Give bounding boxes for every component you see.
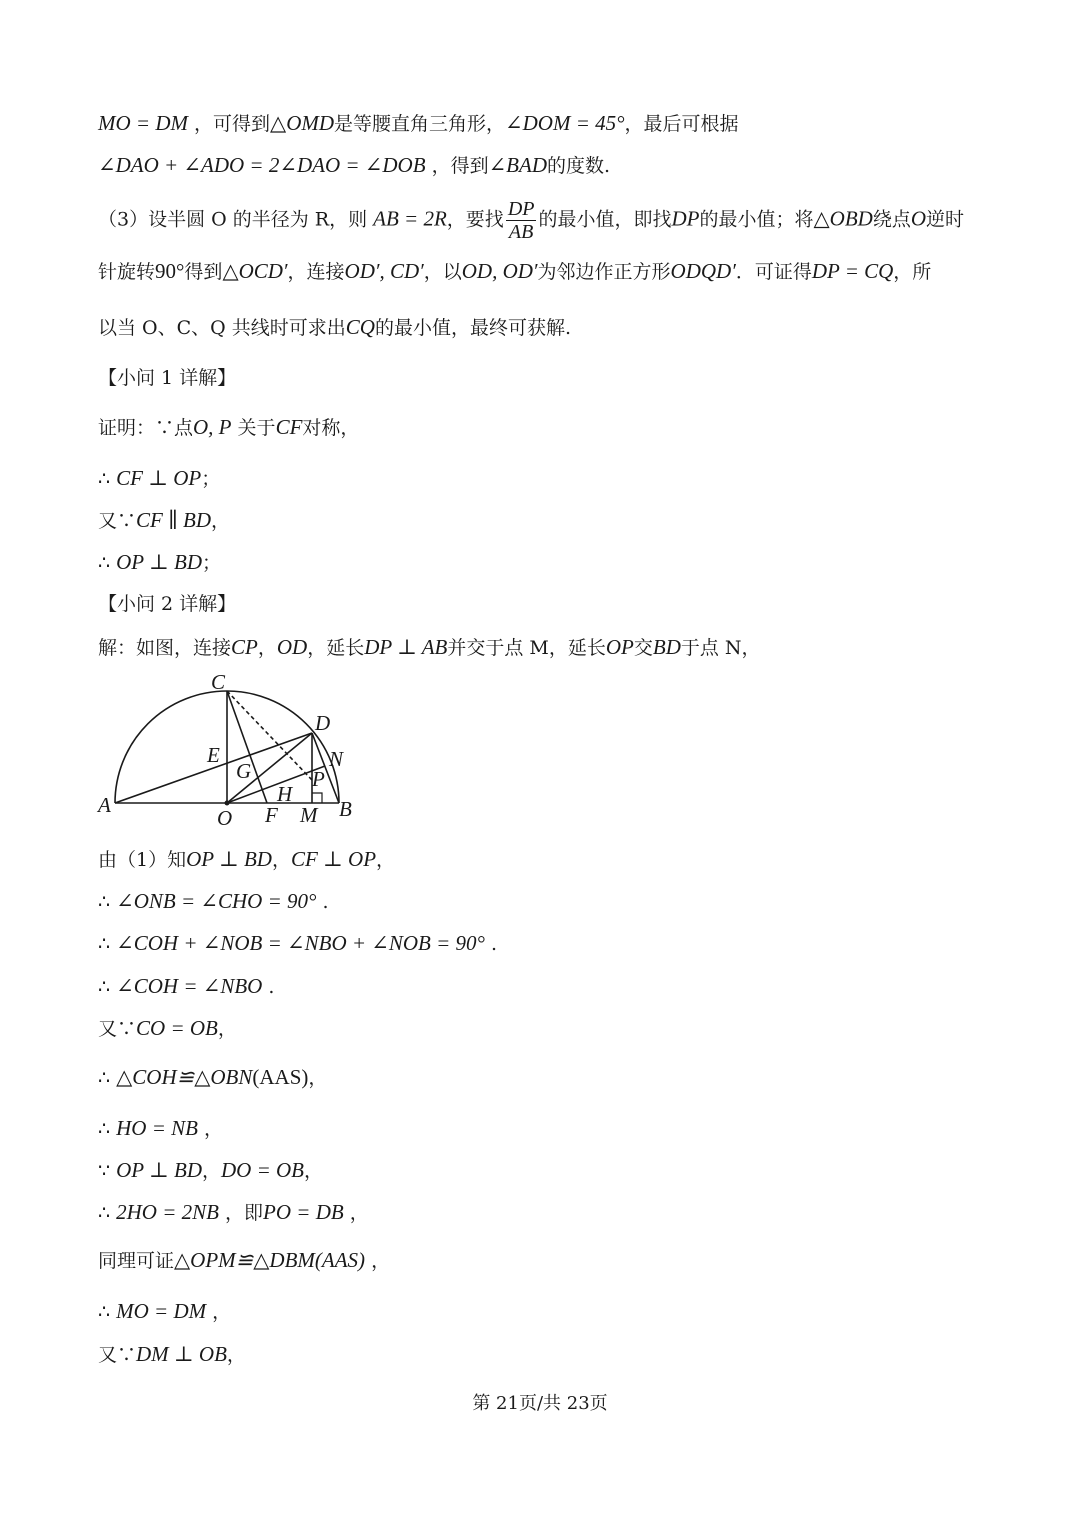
math: DO = OB: [221, 1158, 305, 1182]
text: ∴: [98, 976, 117, 998]
text: ，: [211, 510, 231, 532]
right-angle-mark: [312, 793, 322, 803]
intro-line-2: [98, 152, 610, 179]
math: △OCD′: [222, 259, 288, 283]
text: 又∵: [98, 1344, 137, 1366]
intro-line-1: [98, 110, 739, 137]
q1-line-4: [98, 549, 221, 576]
text: ；: [201, 468, 221, 490]
text: 的最小值，最终可获解.: [374, 317, 572, 339]
text: ∴: [98, 552, 117, 574]
label-A: A: [98, 793, 111, 817]
math: OD: [276, 635, 308, 659]
intro-line-5: [98, 314, 571, 341]
math: △OMD: [270, 111, 335, 135]
q2-line-1: [98, 634, 761, 661]
fraction-dp-ab: [506, 198, 537, 243]
q2-line-3: [98, 888, 329, 915]
label-O: O: [217, 806, 233, 830]
geometry-figure: [95, 672, 365, 832]
q1-line-3: [98, 507, 230, 534]
q2-line-10: [98, 1199, 369, 1226]
text: ，: [308, 1067, 328, 1089]
text: 证明：∵点: [98, 417, 194, 439]
math: O, P: [193, 415, 232, 439]
math: CF ⊥ OP: [290, 847, 377, 871]
math: △COH≌△OBN: [116, 1065, 253, 1089]
intro-line-4: [98, 258, 931, 285]
text: ，: [365, 1250, 391, 1272]
text: ，最后可根据: [624, 113, 739, 135]
text: ，可得到: [188, 113, 271, 135]
text: ∴: [98, 468, 117, 490]
math: MO = DM: [98, 111, 188, 135]
text: ，: [343, 1202, 369, 1224]
text: 于点 N，: [680, 637, 761, 659]
fraction-denominator: AB: [508, 221, 534, 243]
text: ，: [376, 849, 396, 871]
math: MO = DM: [116, 1299, 207, 1323]
math: OP ⊥ BD: [116, 550, 202, 574]
text: ，以: [423, 261, 462, 283]
text: ，: [304, 1160, 324, 1182]
math: CQ: [345, 315, 375, 339]
label-G: G: [236, 759, 252, 783]
q2-line-5: [98, 973, 274, 1000]
text: ，: [217, 1018, 237, 1040]
math: DP: [671, 206, 700, 231]
math: BD: [652, 635, 681, 659]
math: ∠COH = ∠NBO: [116, 974, 263, 998]
text: ，延长: [307, 637, 365, 659]
math: ∠COH + ∠NOB = ∠NBO + ∠NOB = 90°: [116, 931, 485, 955]
text: .: [262, 976, 275, 998]
label-M: M: [300, 803, 318, 827]
text: ；: [202, 552, 222, 574]
label-B: B: [339, 797, 352, 821]
math: ∠DAO + ∠ADO = 2∠DAO = ∠DOB: [98, 153, 426, 177]
text: .: [484, 933, 498, 955]
text: 并交于点 M，延长: [447, 637, 606, 659]
intro-line-3: [98, 198, 964, 243]
math: PO = DB: [263, 1200, 344, 1224]
text: ，所: [893, 261, 932, 283]
math: OD, OD′: [461, 259, 538, 283]
text: 又∵: [98, 510, 137, 532]
text: ，得到: [425, 155, 489, 177]
text: ∴: [98, 1067, 117, 1089]
math: 2HO = 2NB: [116, 1200, 219, 1224]
text: ，要找: [446, 208, 504, 231]
text: ∵: [98, 1160, 117, 1182]
text: ．可证得: [735, 261, 812, 283]
math: HO = NB: [116, 1116, 198, 1140]
page-footer: 第 21页/共 23页: [472, 1393, 608, 1414]
q1-heading: 【小问 1 详解】: [98, 367, 237, 389]
label-N: N: [329, 747, 344, 771]
q2-line-8: [98, 1115, 223, 1142]
text: 的最小值，即找: [538, 208, 672, 231]
text: 为邻边作正方形: [537, 261, 671, 283]
q2-line-4: [98, 930, 497, 957]
math: CF: [275, 415, 303, 439]
math: (AAS): [252, 1065, 309, 1089]
math: ∠DOM = 45°: [505, 111, 625, 135]
math: ODQD′: [670, 259, 736, 283]
math: CF ∥ BD: [136, 508, 212, 532]
fraction-numerator: DP: [507, 198, 535, 220]
q1-line-1: [98, 414, 359, 441]
text: ∴: [98, 1202, 117, 1224]
text: 关于: [231, 417, 276, 439]
text: ∴: [98, 933, 117, 955]
text: 又∵: [98, 1018, 137, 1040]
text: ，: [271, 849, 291, 871]
text: 的度数.: [547, 155, 611, 177]
point-O: [225, 801, 230, 806]
text: 同理可证: [98, 1250, 175, 1272]
math: △OPM≌△DBM: [174, 1248, 315, 1272]
text: ，即: [218, 1202, 264, 1224]
q2-line-7: [98, 1064, 327, 1091]
math: OP: [605, 635, 634, 659]
math: DM ⊥ OB: [136, 1342, 227, 1366]
math: CF ⊥ OP: [116, 466, 202, 490]
text: ∴: [98, 891, 117, 913]
math: (AAS): [314, 1248, 366, 1272]
q1-line-2: [98, 465, 220, 492]
text: 由（1）知: [98, 849, 187, 871]
text: ，: [197, 1118, 224, 1140]
math: CO = OB: [136, 1016, 218, 1040]
text: 以当 O、C、Q 共线时可求出: [98, 317, 346, 339]
text: 的最小值；将: [699, 208, 814, 231]
label-F: F: [265, 803, 278, 827]
math: ∠ONB = ∠CHO = 90°: [116, 889, 317, 913]
text: ，: [226, 1344, 246, 1366]
math: DP = CQ: [811, 259, 894, 283]
q2-line-6: [98, 1015, 237, 1042]
math: DP ⊥ AB: [364, 635, 448, 659]
text: 交: [633, 637, 653, 659]
text: 针旋转: [98, 261, 156, 283]
text: ，: [202, 1160, 222, 1182]
q2-heading: 【小问 2 详解】: [98, 593, 237, 615]
math: OP ⊥ BD: [186, 847, 272, 871]
text: ，连接: [287, 261, 345, 283]
math: O: [910, 206, 927, 231]
math: OP ⊥ BD: [116, 1158, 202, 1182]
label-C: C: [211, 672, 226, 694]
text: ，: [206, 1301, 232, 1323]
text: .: [316, 891, 329, 913]
text: ，: [257, 637, 277, 659]
text: 对称，: [302, 417, 360, 439]
text: ∴: [98, 1301, 117, 1323]
q2-line-2: [98, 846, 395, 873]
text: 解：如图，连接: [98, 637, 232, 659]
text: （3）设半圆 O 的半径为 R，则: [98, 208, 374, 231]
q2-line-13: [98, 1341, 246, 1368]
q2-line-9: [98, 1157, 323, 1184]
text: 逆时: [926, 208, 965, 231]
label-P: P: [312, 767, 325, 791]
text: 是等腰直角三角形，: [334, 113, 506, 135]
math: CP: [231, 635, 258, 659]
text: 得到: [184, 261, 223, 283]
math: 90°: [155, 259, 185, 283]
math: OD′, CD′: [344, 259, 424, 283]
math: ∠BAD: [488, 153, 547, 177]
label-E: E: [207, 743, 220, 767]
math: AB = 2R: [373, 206, 447, 231]
math: △OBD: [813, 206, 873, 231]
label-D: D: [315, 711, 331, 735]
q2-line-12: [98, 1298, 231, 1325]
q2-line-11: [98, 1247, 390, 1274]
text: ∴: [98, 1118, 117, 1140]
label-H: H: [277, 782, 293, 806]
text: 绕点: [872, 208, 911, 231]
